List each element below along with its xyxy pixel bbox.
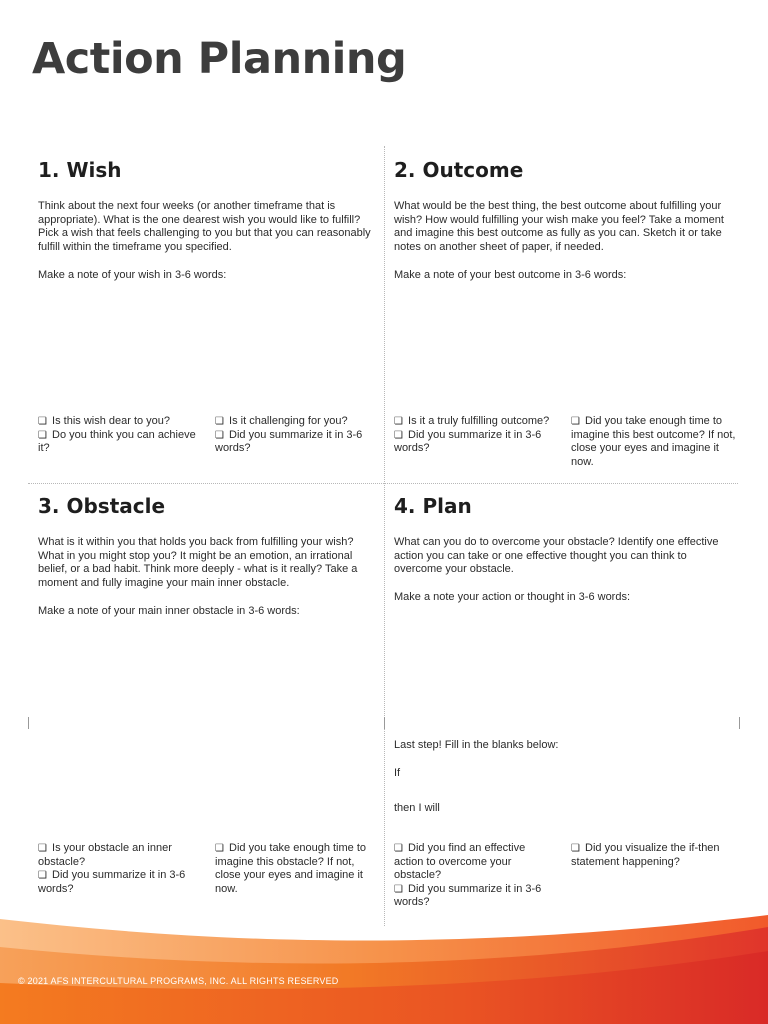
cut-mark-right — [739, 717, 740, 729]
section-description: What would be the best thing, the best outcome about fulfilling your wish? How would fulfilling your wish make you feel? Take a moment and imagine this best outcome as fully as you can. Sketch it or take notes on another sheet of paper, if needed. — [394, 200, 724, 253]
checklist-item: ❏ Did you summarize it in 3-6 words? — [394, 428, 542, 455]
note-prompt: Make a note of your main inner obstacle in 3-6 words: — [38, 605, 300, 617]
section-plan — [394, 494, 734, 914]
checklist-right — [215, 415, 375, 456]
checklist-left — [38, 415, 203, 456]
section-wish — [38, 158, 378, 478]
checkbox-icon: ❏ — [38, 416, 47, 427]
checklist-left — [38, 842, 198, 896]
section-heading: 3. Obstacle — [38, 494, 166, 518]
checkbox-icon: ❏ — [394, 883, 403, 895]
note-prompt: Make a note of your wish in 3-6 words: — [38, 269, 227, 281]
section-outcome — [394, 158, 734, 478]
checklist-item: ❏ Is your obstacle an inner obstacle? — [38, 842, 172, 868]
last-step-label: Last step! Fill in the blanks below: — [394, 739, 559, 751]
page-title: Action Planning — [32, 34, 407, 84]
checklist-item: ❏ Did you find an effective action to overcome your obstacle? — [394, 842, 526, 882]
checkbox-icon: ❏ — [215, 416, 224, 427]
checklist-item: ❏ Is this wish dear to you? — [38, 415, 171, 427]
checklist-item: ❏ Is it challenging for you? — [215, 415, 348, 427]
if-label: If — [394, 767, 401, 779]
checklist-left — [394, 842, 554, 910]
section-description: What is it within you that holds you back from fulfilling your wish? What in you might stop you? It might be an emotion, an irrational belief, or a bad habit. Think more deeply - what is it really? Take a moment and fully imagine your main inner obstacle. — [38, 536, 358, 589]
then-label: then I will — [394, 802, 440, 814]
cut-mark-center — [384, 717, 385, 729]
section-heading: 1. Wish — [38, 158, 122, 182]
checkbox-icon: ❏ — [38, 429, 47, 441]
section-obstacle — [38, 494, 378, 914]
cut-mark-left — [28, 717, 29, 729]
checklist-item: ❏ Do you think you can achieve it? — [38, 428, 196, 455]
section-heading: 2. Outcome — [394, 158, 524, 182]
vertical-divider — [384, 146, 385, 926]
checkbox-icon: ❏ — [394, 843, 403, 854]
checkbox-icon: ❏ — [38, 870, 47, 882]
checklist-item: ❏ Did you visualize the if-then statement happening? — [571, 842, 720, 868]
footer-copyright: © 2021 AFS INTERCULTURAL PROGRAMS, INC. ALL RIGHTS RESERVED — [18, 976, 339, 986]
checklist-item: ❏ Did you take enough time to imagine this best outcome? If not, close your eyes and imagine it now. — [571, 415, 736, 468]
checkbox-icon: ❏ — [571, 416, 580, 427]
checkbox-icon: ❏ — [215, 843, 224, 854]
checklist-item: ❏ Did you summarize it in 3-6 words? — [38, 869, 186, 895]
checkbox-icon: ❏ — [571, 843, 580, 854]
checklist-right — [215, 842, 375, 896]
checklist-right — [571, 415, 736, 469]
checklist-item: ❏ Is it a truly fulfilling outcome? — [394, 415, 550, 427]
horizontal-divider — [28, 483, 738, 484]
checklist-item: ❏ Did you summarize it in 3-6 words? — [215, 428, 363, 455]
footer-wave-graphic — [0, 905, 768, 1024]
section-description: Think about the next four weeks (or another timeframe that is appropriate). What is the one dearest wish you would like to fulfill? Pick a wish that feels challenging to you but that you can reasonably fulfill within the timeframe you specified. — [38, 200, 371, 253]
checkbox-icon: ❏ — [215, 429, 224, 441]
checklist-right — [571, 842, 736, 869]
note-prompt: Make a note of your best outcome in 3-6 words: — [394, 269, 627, 281]
checklist-left — [394, 415, 554, 456]
note-prompt: Make a note your action or thought in 3-6 words: — [394, 591, 631, 603]
checklist-item: ❏ Did you take enough time to imagine this obstacle? If not, close your eyes and imagine it now. — [215, 842, 367, 895]
checklist-item: ❏ Did you summarize it in 3-6 words? — [394, 882, 542, 909]
checkbox-icon: ❏ — [38, 843, 47, 854]
section-heading: 4. Plan — [394, 494, 472, 518]
checkbox-icon: ❏ — [394, 416, 403, 427]
checkbox-icon: ❏ — [394, 429, 403, 441]
section-description: What can you do to overcome your obstacle? Identify one effective action you can take or one effective thought you can think to overcome your obstacle. — [394, 536, 719, 576]
